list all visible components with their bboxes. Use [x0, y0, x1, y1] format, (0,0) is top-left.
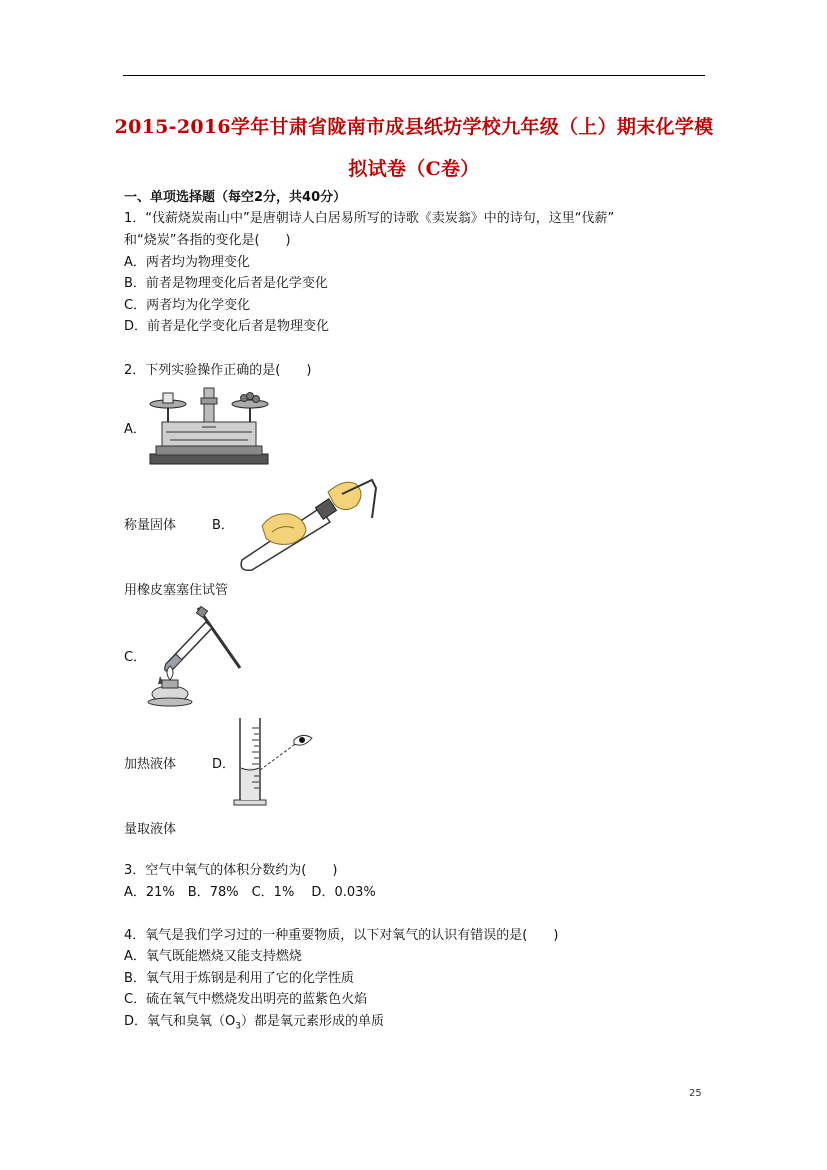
balance-scale-illustration [146, 384, 272, 466]
q4-option-d-sub: 3 [235, 1021, 241, 1032]
exam-title-line1: 2015-2016学年甘肃省陇南市成县纸坊学校九年级（上）期末化学模 [114, 116, 714, 138]
section-heading: 一、单项选择题（每空2分，共40分） [124, 190, 347, 205]
heating-liquid-illustration [146, 604, 248, 708]
q1-option-d: D．前者是化学变化后者是物理变化 [124, 319, 330, 334]
q1-option-a: A．两者均为物理变化 [124, 255, 250, 270]
exam-title-line2: 拟试卷（C卷） [348, 158, 480, 180]
q1-stem-line1: 1．“伐薪烧炭南山中”是唐朝诗人白居易所写的诗歌《卖炭翁》中的诗句，这里“伐薪” [124, 211, 615, 226]
q2-option-c-label: C． [124, 650, 147, 665]
q4-option-a: A．氧气既能燃烧又能支持燃烧 [124, 949, 302, 964]
q2-option-a-caption: 称量固体 [124, 518, 177, 533]
page-number: 25 [689, 1088, 702, 1099]
q3-options: A．21% B．78% C．1% D．0.03% [124, 885, 376, 900]
measuring-cylinder-illustration [232, 714, 314, 808]
q4-stem: 4．氧气是我们学习过的一种重要物质，以下对氧气的认识有错误的是( ) [124, 928, 559, 943]
q2-option-a-label: A． [124, 422, 146, 437]
q4-option-c: C．硫在氧气中燃烧发出明亮的蓝紫色火焰 [124, 992, 368, 1007]
q2-option-d-caption: 量取液体 [124, 822, 177, 837]
q4-option-d-pre: D．氧气和臭氧（O [124, 1014, 236, 1029]
test-tube-stopper-illustration [232, 474, 382, 572]
q1-option-b: B．前者是物理变化后者是化学变化 [124, 276, 328, 291]
q1-option-c: C．两者均为化学变化 [124, 298, 251, 313]
q2-option-b-caption: 用橡皮塞塞住试管 [124, 583, 229, 598]
q2-option-b-label: B． [212, 518, 234, 533]
q3-stem: 3．空气中氧气的体积分数约为( ) [124, 863, 338, 878]
q4-option-b: B．氧气用于炼钢是利用了它的化学性质 [124, 971, 354, 986]
q4-option-d-post: ）都是氧元素形成的单质 [240, 1014, 384, 1029]
q2-stem: 2．下列实验操作正确的是( ) [124, 363, 312, 378]
q2-option-d-label: D． [212, 757, 236, 772]
q1-stem-line2: 和“烧炭”各指的变化是( ) [124, 233, 291, 248]
header-rule [123, 75, 705, 76]
q2-option-c-caption: 加热液体 [124, 757, 177, 772]
q4-option-d [124, 1012, 384, 1037]
